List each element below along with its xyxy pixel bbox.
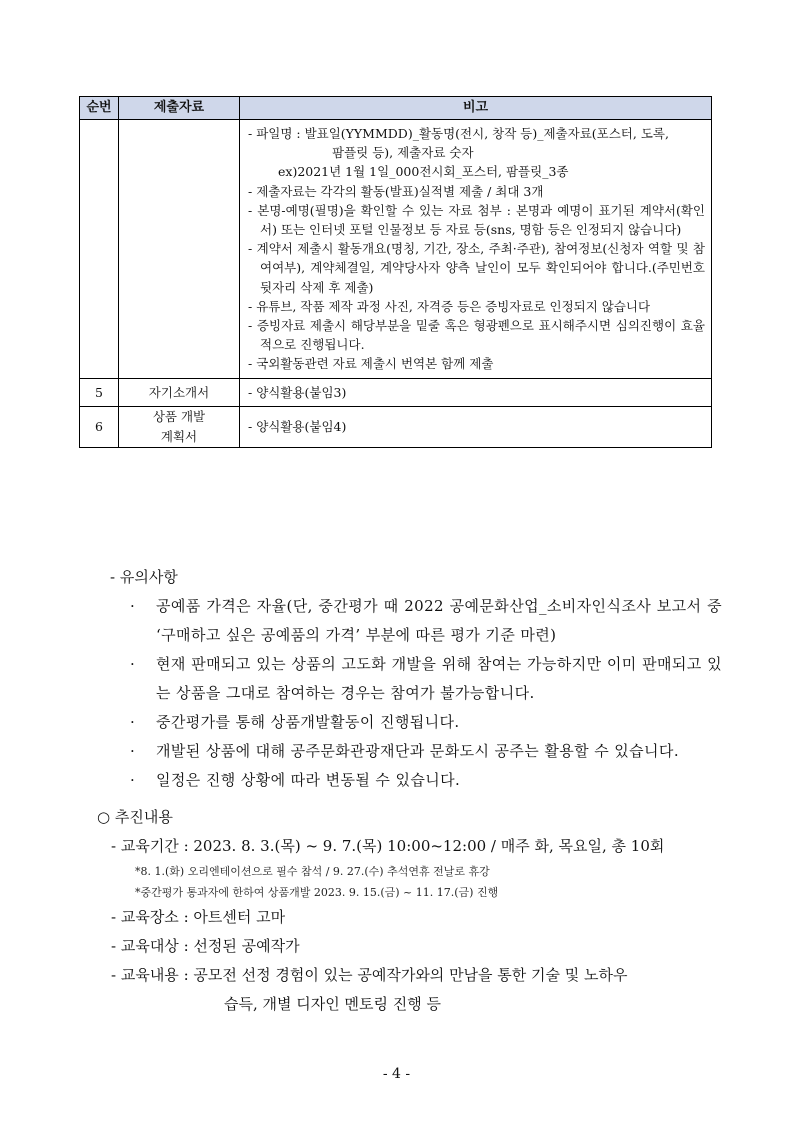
remark-item: - 국외활동관련 자료 제출시 번역본 함께 제출 bbox=[248, 356, 494, 372]
note-text: 현재 판매되고 있는 상품의 고도화 개발을 위해 참여는 가능하지만 이미 판매되고 있는 상품을 그대로 참여하는 경우는 참여가 불가능합니다. bbox=[156, 655, 722, 702]
promotion-title: ○ 추진내용 bbox=[97, 808, 173, 826]
row-cont-remark bbox=[240, 120, 712, 379]
row6-remark-text: - 양식활용(붙임4) bbox=[248, 419, 347, 435]
table-row bbox=[80, 406, 712, 447]
education-content-cont: 습득, 개별 디자인 멘토링 진행 등 bbox=[224, 995, 441, 1013]
row6-doc bbox=[119, 406, 240, 447]
bullet-icon: · bbox=[130, 742, 135, 760]
row-cont-doc bbox=[119, 120, 240, 379]
remark-item: - 증빙자료 제출시 해당부분을 밑줄 혹은 형광펜으로 표시해주시면 심의진행이 효율적으로 진행됩니다. bbox=[248, 318, 705, 353]
notes-heading: - 유의사항 bbox=[110, 568, 178, 586]
row6-no: 6 bbox=[80, 406, 119, 447]
row6-doc-line1: 상품 개발 bbox=[152, 408, 206, 424]
list-item bbox=[110, 766, 722, 795]
submission-table bbox=[79, 96, 712, 448]
row5-remark bbox=[240, 378, 712, 406]
row6-doc-line2: 계획서 bbox=[160, 428, 198, 444]
header-doc: 제출자료 bbox=[119, 97, 240, 120]
period-note-2: *중간평가 통과자에 한하여 상품개발 2023. 9. 15.(금) ~ 11. 17.(금) 진행 bbox=[135, 886, 499, 899]
page-number: - 4 - bbox=[382, 1066, 411, 1082]
note-text: 중간평가를 통해 상품개발활동이 진행됩니다. bbox=[156, 713, 460, 731]
remark-item: - 제출자료는 각각의 활동(발표)실적별 제출 / 최대 3개 bbox=[248, 183, 544, 199]
education-period: - 교육기간 : 2023. 8. 3.(목) ~ 9. 7.(목) 10:00~12:00 / 매주 화, 목요일, 총 10회 bbox=[111, 837, 665, 855]
row5-doc: 자기소개서 bbox=[119, 378, 240, 406]
list-item bbox=[110, 592, 722, 650]
header-remark: 비고 bbox=[240, 97, 712, 120]
row-cont-no bbox=[80, 120, 119, 379]
list-item bbox=[110, 737, 722, 766]
education-place: - 교육장소 : 아트센터 고마 bbox=[111, 908, 286, 926]
note-text: 공예품 가격은 자율(단, 중간평가 때 2022 공예문화산업_소비자인식조사 보고서 중 ‘구매하고 싶은 공예품의 가격’ 부분에 따른 평가 기준 마련) bbox=[156, 597, 722, 644]
remark-item: ex)2021년 1월 1일_000전시회_포스터, 팜플릿_3종 bbox=[278, 164, 569, 180]
bullet-icon: · bbox=[130, 597, 135, 615]
table-header-row bbox=[80, 97, 712, 120]
list-item bbox=[110, 650, 722, 708]
table-row bbox=[80, 120, 712, 379]
education-content: - 교육내용 : 공모전 선정 경험이 있는 공예작가와의 만남을 통한 기술 및 노하우 bbox=[111, 966, 628, 984]
bullet-icon: · bbox=[130, 655, 135, 673]
promotion-section bbox=[97, 802, 727, 1019]
education-target: - 교육대상 : 선정된 공예작가 bbox=[111, 937, 300, 955]
header-no: 순번 bbox=[80, 97, 119, 120]
remark-item: 팜플릿 등), 제출자료 숫자 bbox=[332, 145, 474, 161]
notes-section bbox=[110, 562, 722, 795]
notes-list bbox=[110, 592, 722, 795]
note-text: 일정은 진행 상황에 따라 변동될 수 있습니다. bbox=[156, 771, 461, 789]
row6-remark bbox=[240, 406, 712, 447]
row5-no: 5 bbox=[80, 378, 119, 406]
remark-item: - 파일명 : 발표일(YYMMDD)_활동명(전시, 창작 등)_제출자료(포스터, 도록, bbox=[248, 126, 669, 141]
remark-item: - 본명-예명(필명)을 확인할 수 있는 자료 첨부 : 본명과 예명이 표기된 계약서(확인서) 또는 인터넷 포털 인물정보 등 자료 등(sns, 명함 등은 인정되지 않습니다) bbox=[248, 202, 705, 238]
bullet-icon: · bbox=[130, 713, 135, 731]
row5-remark-text: - 양식활용(붙임3) bbox=[248, 384, 347, 400]
bullet-icon: · bbox=[130, 771, 135, 789]
list-item bbox=[110, 708, 722, 737]
table-row bbox=[80, 378, 712, 406]
note-text: 개발된 상품에 대해 공주문화관광재단과 문화도시 공주는 활용할 수 있습니다. bbox=[156, 742, 679, 760]
remark-item: - 계약서 제출시 활동개요(명칭, 기간, 장소, 주최·주관), 참여정보(신청자 역할 및 참여여부), 계약체결일, 계약당사자 양측 날인이 모두 확인되어야 합니다.(주민번호 뒷자리 삭제 후 제출) bbox=[248, 241, 705, 295]
period-note-1: *8. 1.(화) 오리엔테이션으로 필수 참석 / 9. 27.(수) 추석연휴 전날로 휴강 bbox=[135, 865, 490, 878]
remark-item: - 유튜브, 작품 제작 과정 사진, 자격증 등은 증빙자료로 인정되지 않습니다 bbox=[248, 298, 651, 314]
